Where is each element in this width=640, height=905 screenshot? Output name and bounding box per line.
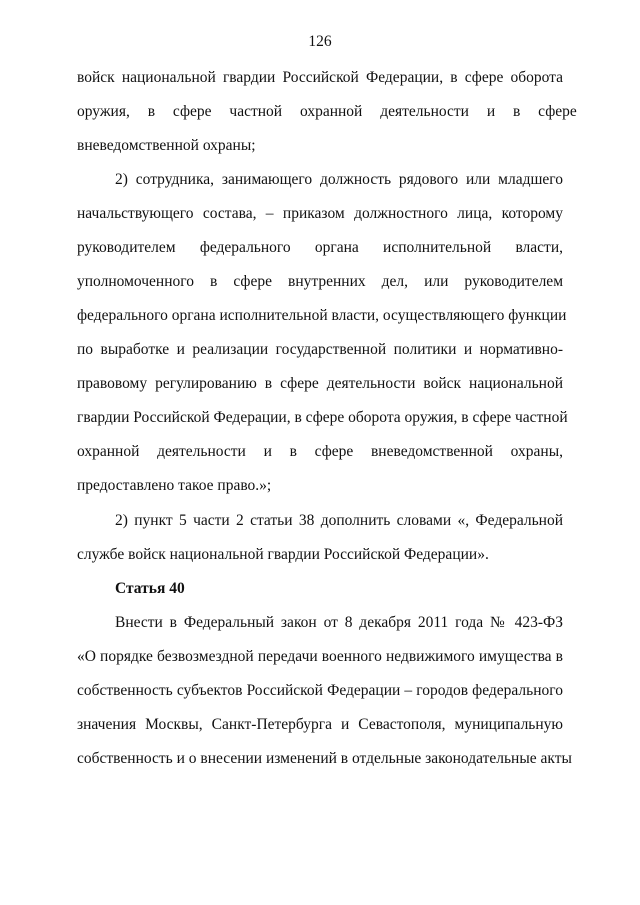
article-heading: Статья 40 [115,580,185,597]
paragraph-line: правовому регулированию в сфере деятельности войск национальной [77,375,563,392]
paragraph-line: гвардии Российской Федерации, в сфере оборота оружия, в сфере частной [77,409,568,426]
paragraph-line: Внести в Федеральный закон от 8 декабря 2011 года № 423-ФЗ [115,614,563,631]
paragraph-line: оружия, в сфере частной охранной деятельности и в сфере [77,103,577,120]
paragraph-line: предоставлено такое право.»; [77,477,272,494]
paragraph-line: начальствующего состава, – приказом должностного лица, которому [77,205,563,222]
paragraph-line: 2) пункт 5 части 2 статьи 38 дополнить словами «, Федеральной [115,512,563,529]
paragraph-line: по выработке и реализации государственной политики и нормативно- [77,341,563,358]
paragraph-line: собственность и о внесении изменений в отдельные законодательные акты [77,750,572,767]
paragraph-line: 2) сотрудника, занимающего должность рядового или младшего [115,171,563,188]
paragraph-line: охранной деятельности и в сфере вневедомственной охраны, [77,443,563,460]
paragraph-line: службе войск национальной гвардии Российской Федерации». [77,546,489,563]
paragraph-line: собственность субъектов Российской Федерации – городов федерального [77,682,563,699]
paragraph-line: руководителем федерального органа исполнительной власти, [77,239,563,256]
page-number: 126 [308,33,332,50]
paragraph-line: войск национальной гвардии Российской Федерации, в сфере оборота [77,69,563,86]
paragraph-line: вневедомственной охраны; [77,137,256,154]
paragraph-line: уполномоченного в сфере внутренних дел, или руководителем [77,273,563,290]
paragraph-line: значения Москвы, Санкт-Петербурга и Севастополя, муниципальную [77,716,563,733]
paragraph-line: «О порядке безвозмездной передачи военного недвижимого имущества в [77,648,563,665]
paragraph-line: федерального органа исполнительной власти, осуществляющего функции [77,307,567,324]
